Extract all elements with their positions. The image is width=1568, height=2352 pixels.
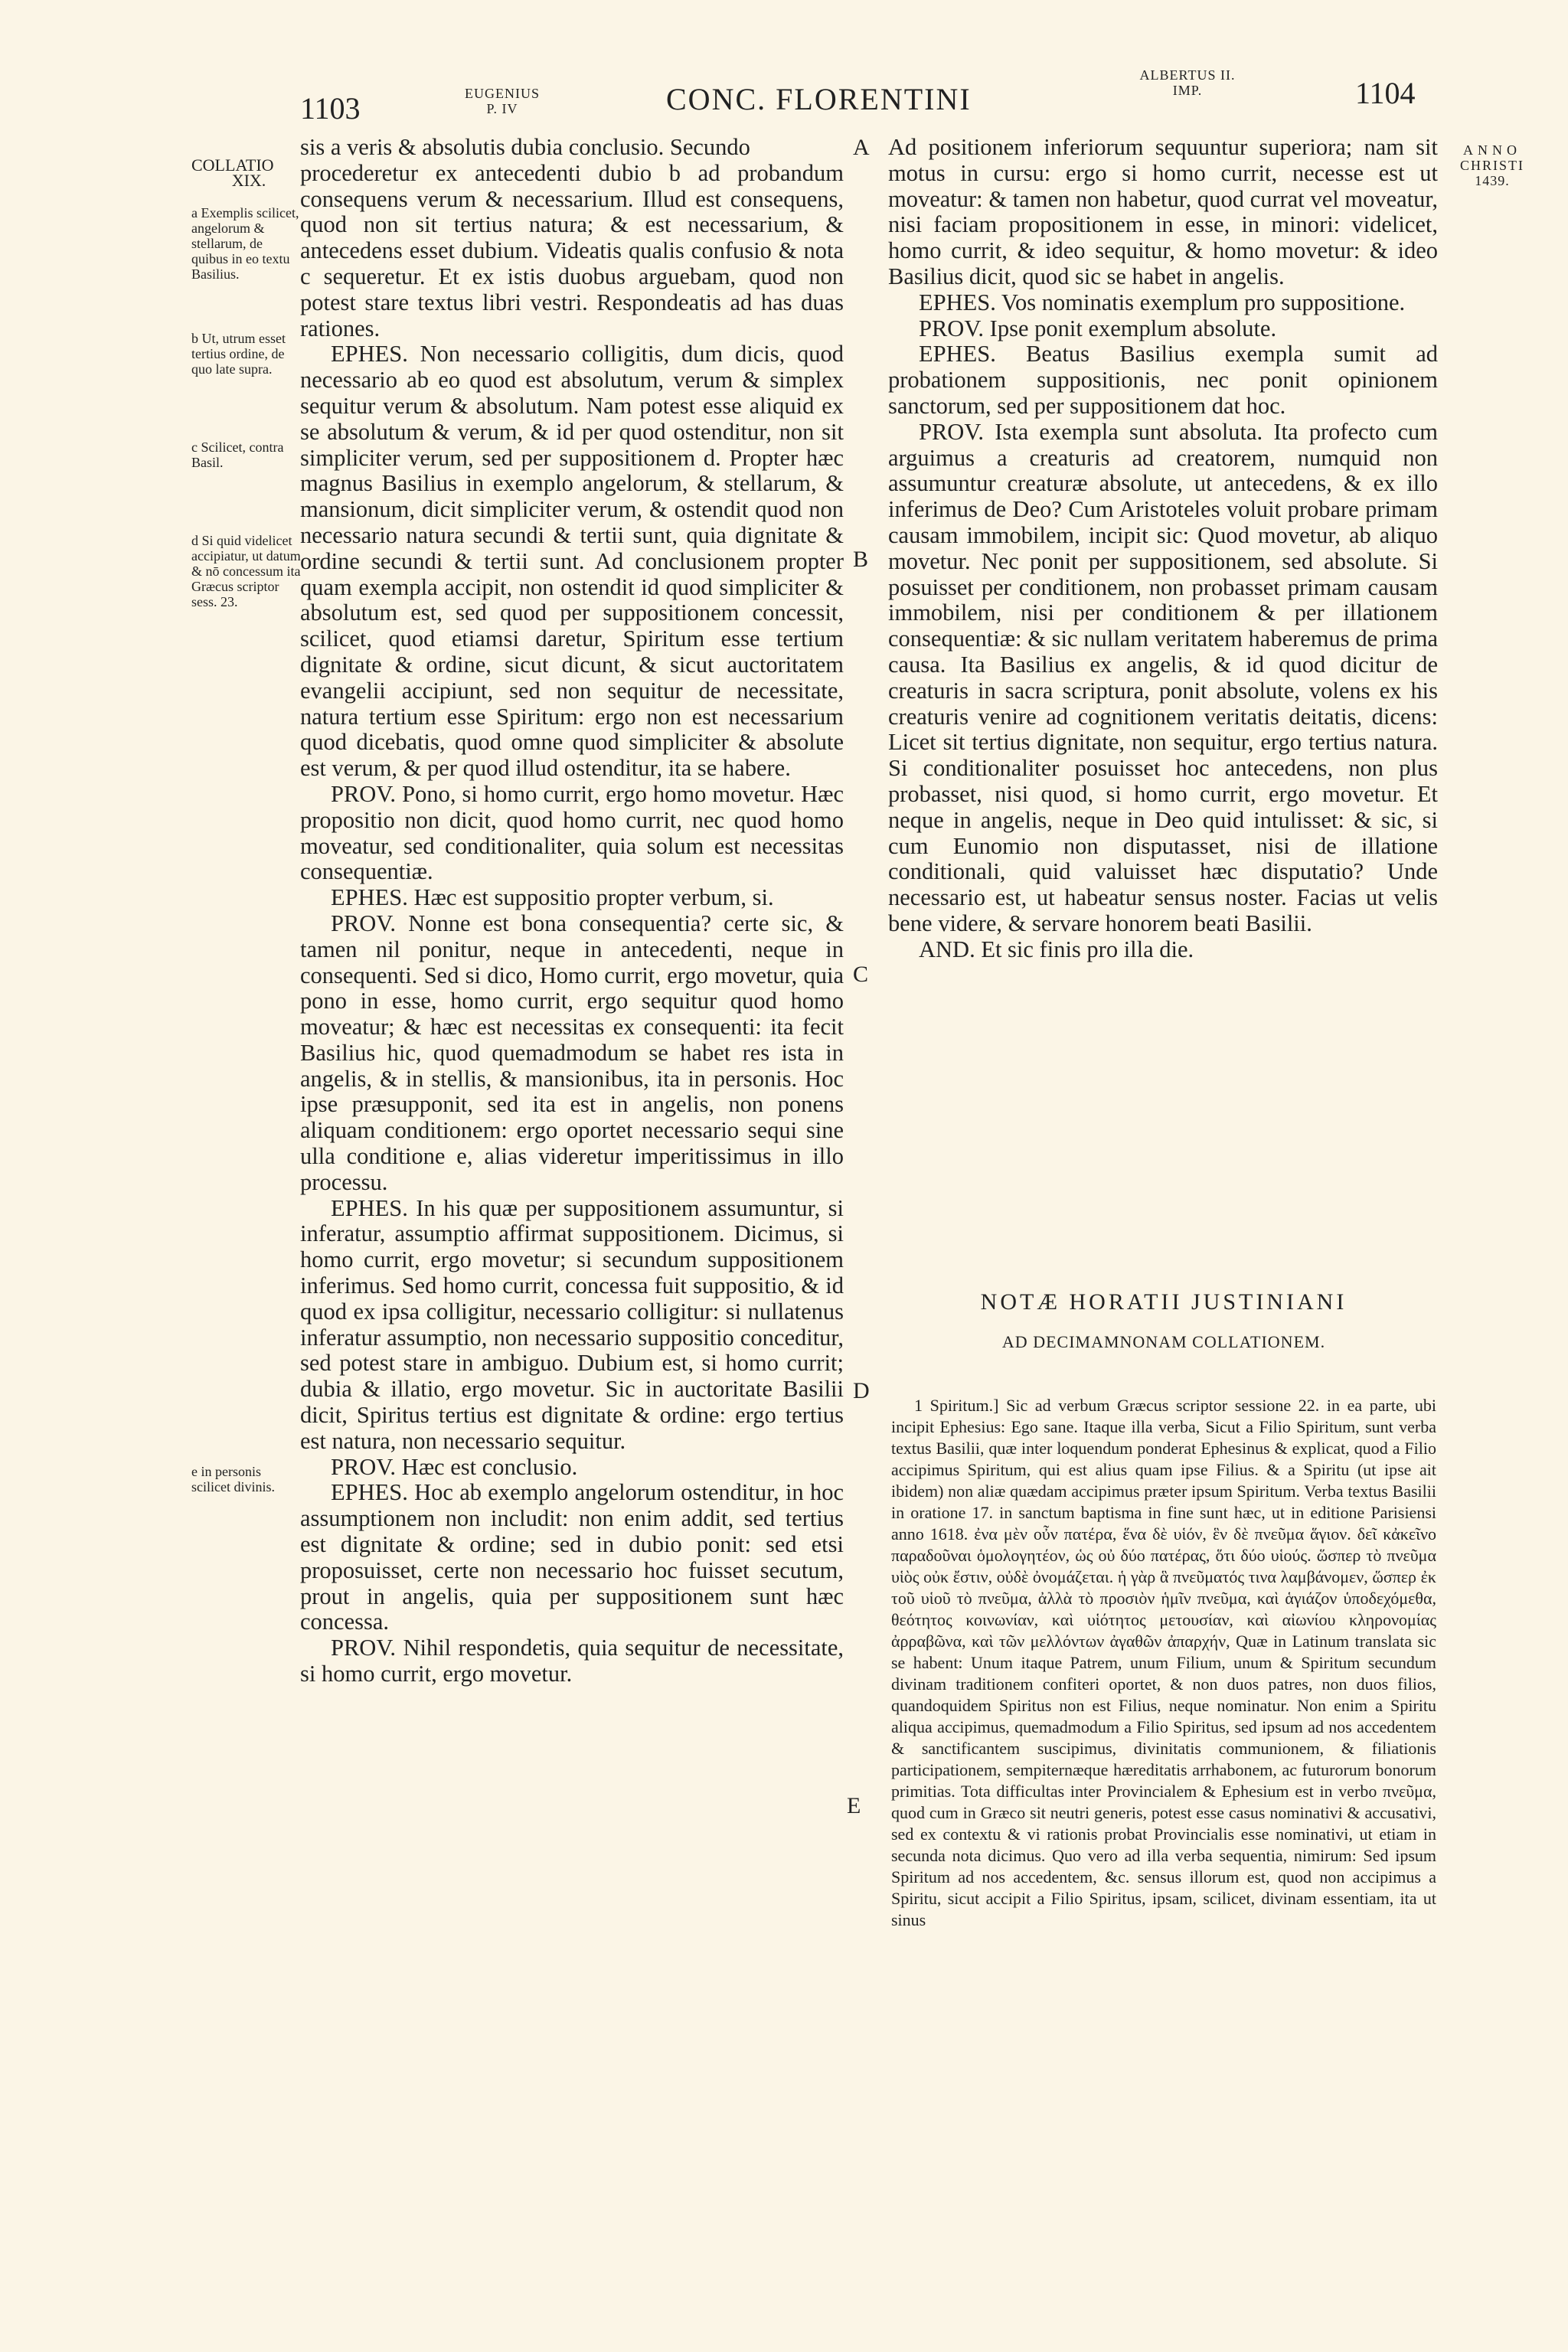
left-column [300, 135, 844, 1687]
note-paragraph: 1 Spiritum.] Sic ad verbum Græcus scriptor sessione 22. in ea parte, ubi incipit Ephesius: Ego sane. Itaque illa verba, Sicut a Filio Spiritum, sunt verba textus Basilii, quæ inter loquendum ponderat Ephesinus & explicat, quod a Filio accipimus Spiritum, qui est alius quam ipse Filius. & a Spiritu (ut ipse ait ibidem) non aliæ quædam accipimus præter ipsum Spiritum. Verba textus Basilii in oratione 17. in sanctum baptisma in fine sunt hæc, ut in editione Parisiensi anno 1618. ἐνα μὲν οὖν πατέρα, ἕνα δὲ υἱόν, ἓν δὲ πνεῦμα ἅγιον. δεῖ κἀκεῖνο παραδοῦναι ὁμολογητέον, ὡς οὐ δύο πατέρας, ὅτι δύο υἱούς. ὥσπερ τὸ πνεῦμα υἱὸς οὐκ ἔστιν, οὐδὲ ὀνομάζεται. ἡ γὰρ ἃ πνεῦματός τινα λαμβάνομεν, ὥσπερ ἐκ τοῦ υἱοῦ τὸ πνεῦμα, ἀλλὰ τὸ προσιὸν ἡμῖν πνεῦμα, καὶ ἁγιάζον ὑποδεχόμεθα, θεότητος κοινωνίαν, καὶ υἱότητος μετουσίαν, καὶ αἰωνίου κληρονομίας ἀρραβῶνα, καὶ τῶν μελλόντων ἀγαθῶν ἀπαρχήν, Quæ in Latinum translata sic se habent: Unum itaque Patrem, unum Filium, unum & Spiritum secundum divinam traditionem confiteri oportet, & non duos patres, non duos filios, quandoquidem Spiritus non est Filius, neque nominatur. Non enim a Spiritu aliqua accipimus, quemadmodum a Filio Spiritus, sed ipsum ad nos accedentem & sanctificantem suscipimus, divinitatis communionem, & filiationis participationem, sempiternæque hæreditatis arrhabonem, ac futurorum bonorum primitias. Tota difficultas inter Provincialem & Ephesium est in verbo πνεῦμα, quod cum in Græco sit neutri generis, potest esse casus nominativi & accusativi, sed ex contextu & vi rationis probat Provincialis esse nominativi, ut etiam in secunda nota dicimus. Quo vero ad illa verba sequentia, nimirum: Sed ipsum Spiritum ad nos accedentem, &c. sensus illorum est, quod non accipimus a Spiritu, sicut accipit a Filio Spiritus, ipsam, scilicet, divinam essentiam, ita ut sinus [891, 1396, 1436, 1929]
margin-note-c: c Scilicet, contra Basil. [191, 439, 284, 470]
notes-heading: NOTÆ HORATII JUSTINIANI [980, 1289, 1348, 1315]
paragraph: PROV. Pono, si homo currit, ergo homo movetur. Hæc propositio non dicit, quod homo currit, nec quod homo moveatur, sed conditionaliter, quia solum est necessitas consequentiæ. [300, 780, 844, 885]
paragraph: PROV. Ipse ponit exemplum absolute. [919, 315, 1277, 341]
section-letter-e: E [847, 1793, 861, 1818]
margin-note-d: d Si quid videlicet accipiatur, ut datum & nō concessum ita Græcus scriptor sess. 23. [191, 533, 301, 609]
paragraph: PROV. Hæc est conclusio. [331, 1453, 578, 1480]
paragraph: procederetur ex antecedenti dubio b ad probandum consequens verum & necessarium. Illud est consequens, quod non sit tertius natura; & est necessarium, & antecedens esset dubium. Videatis qualis confusio & nota c sequeretur. Et ex istis duobus arguebam, quod non potest stare textus libri vestri. Respondeatis ad has duas rationes. [300, 159, 844, 341]
section-letter-b: B [853, 547, 869, 572]
christi-label: CHRISTI [1459, 158, 1524, 173]
paragraph: EPHES. Hoc ab exemplo angelorum ostenditur, in hoc assumptionem non includit: non enim addit, sed tertius est dignitate & ordine; sed in dubio ponit: sed etsi proposuisset, certe non necessario hoc fuisset secutum, prout in angelis, quia per suppositionem sunt hæc concessa. [300, 1479, 844, 1635]
right-column [888, 135, 1438, 963]
page-title: CONC. FLORENTINI [666, 82, 972, 116]
left-margin [191, 155, 306, 194]
paragraph: AND. Et sic finis pro illa die. [919, 936, 1194, 962]
paragraph: EPHES. Vos nominatis exemplum pro suppositione. [919, 289, 1406, 315]
margin-note-e: e in personis scilicet divinis. [191, 1464, 275, 1494]
collatio-label: COLLATIO [191, 155, 274, 175]
notes-body [891, 1395, 1436, 1931]
anno-christi [1435, 142, 1550, 188]
anno-label: ANNO [1463, 142, 1521, 158]
paragraph: EPHES. Beatus Basilius exempla sumit ad probationem suppositionis, nec ponit opinionem sanctorum, sed per suppositionem dat hoc. [888, 341, 1438, 419]
left-running-bottom: P. IV [486, 101, 518, 116]
year-label: 1439. [1475, 173, 1510, 188]
right-running-top: ALBERTUS II. [1139, 67, 1236, 83]
paragraph: Ad positionem inferiorum sequuntur superiora; nam sit motus in cursu: ergo si homo currit, necesse est ut moveatur: & tamen non habetur, quod currat vel moveatur, nisi faciam propositionem in esse, in minori: videlicet, homo currit, & ideo sequitur, & homo movetur: & ideo Basilius dicit, quod sic se habet in angelis. [888, 134, 1438, 289]
left-running-top: EUGENIUS [465, 86, 540, 101]
margin-note-b: b Ut, utrum esset tertius ordine, de quo late supra. [191, 331, 286, 377]
paragraph: sis a veris & absolutis dubia conclusio. Secundo [300, 134, 750, 160]
paragraph: EPHES. Non necessario colligitis, dum dicis, quod necessario ab eo quod est absolutum, verum & simplex sequitur verum & absolutum. Nam potest esse aliquid ex se absolutum & verum, & id per quod ostenditur, non sit simpliciter verum, sed per suppositionem d. Propter hæc magnus Basilius in exemplo angelorum, & stellarum, & mansionum, dicit simpliciter verum, & ostendit quod non necessario natura secundi & tertii sunt, quia dignitate & ordine secundi & tertii sunt. Ad conclusionem propter quam exempla accipit, non ostendit id quod simpliciter & absolutum est, sed quod per suppositionem concessit, scilicet, quod etiamsi daretur, Spiritum esse tertium dignitate & ordine, sicut dicunt, & sicut auctoritatem evangelii accipiunt, sed non sequitur de necessitate, natura tertium esse Spiritum: ergo non est necessarium quod dicebatis, quod omne quod simpliciter & absolute est verum, & per quod illud ostenditur, ita se habere. [300, 341, 844, 782]
right-running-head [1115, 67, 1260, 98]
margin-note-a: a Exemplis scilicet, angelorum & stellarum, de quibus in eo textu Basilius. [191, 205, 299, 282]
section-letter-d: D [853, 1378, 870, 1403]
left-running-head [456, 86, 548, 116]
collatio-number: XIX. [231, 171, 266, 190]
section-letter-a: A [853, 135, 870, 160]
paragraph: PROV. Nonne est bona consequentia? certe sic, & tamen nil ponitur, neque in antecedenti, neque in consequenti. Sed si dico, Homo currit, ergo movetur, quia pono in esse, homo currit, ergo sequitur quod homo moveatur; & hæc est necessitas ex consequenti: ita fecit Basilius hic, quod quemadmodum se habet res ista in angelis, & in stellis, & mansionibus, ita in personis. Hoc ipse præsupponit, sed ita est in angelis, non ponens aliquam conditionem: ergo oportet necessario sequi sine ulla conditione e, alias videretur imperitissimus in illo processu. [300, 910, 844, 1195]
left-page-number: 1103 [300, 91, 361, 126]
paragraph: EPHES. Hæc est suppositio propter verbum, si. [331, 884, 774, 911]
paragraph: EPHES. In his quæ per suppositionem assumuntur, si inferatur, assumptio affirmat suppositionem. Dicimus, si homo currit, ergo movetur; si secundum suppositionem inferimus. Sed homo currit, concessa fuit suppositio, & id quod ex ipsa colligitur, necessario colligitur: si nullatenus inferatur assumptio, non necessario suppositio conceditur, sed potest stare in ambiguo. Dubium est, si homo currit; dubia & illatio, ergo movetur. Sic in auctoritate Basilii dicit, Spiritus tertius est dignitate & ordine: ergo tertius est natura, non necessario sequitur. [300, 1194, 844, 1454]
section-letter-c: C [853, 962, 869, 987]
right-page-number: 1104 [1355, 76, 1416, 110]
notes-subheading: AD DECIMAMNONAM COLLATIONEM. [1001, 1332, 1326, 1351]
paragraph: PROV. Nihil respondetis, quia sequitur de necessitate, si homo currit, ergo movetur. [300, 1635, 844, 1687]
paragraph: PROV. Ista exempla sunt absoluta. Ita profecto cum arguimus a creaturis ad creatorem, numquid non assumuntur creaturæ absolute, ut antecedens, & ex illo inferimus de Deo? Cum Aristoteles voluit probare primam causam immobilem, incipit sic: Quod movetur, ab aliquo movetur. Nec ponit per suppositionem, sed absolute. Si posuisset per conditionem, non probasset primam causam immobilem, nisi per conditionem & per illationem consequentiæ: & sic nullam veritatem haberemus de prima causa. Ita Basilius ex angelis, & id quod dicitur de creaturis in sacra scriptura, ponit absolute, volens ex his creaturis venire ad cognitionem veritatis deitatis, dicens: Licet sit tertius dignitate, non sequitur, ergo tertius natura. Si conditionaliter posuisset hoc antecedens, non plus probasset, nisi quod, si homo currit, ergo movetur. Et neque in angelis, neque in Deo quid intulisset: & sic, si cum Eunomio non disputasset, nisi de illatione conditionali, quid valuisset hæc disputatio? Unde necessario est, ut habeatur sensus noster. Facias ut velis bene videre, & servare honorem beati Basilii. [888, 418, 1438, 936]
right-running-bottom: IMP. [1172, 83, 1203, 98]
